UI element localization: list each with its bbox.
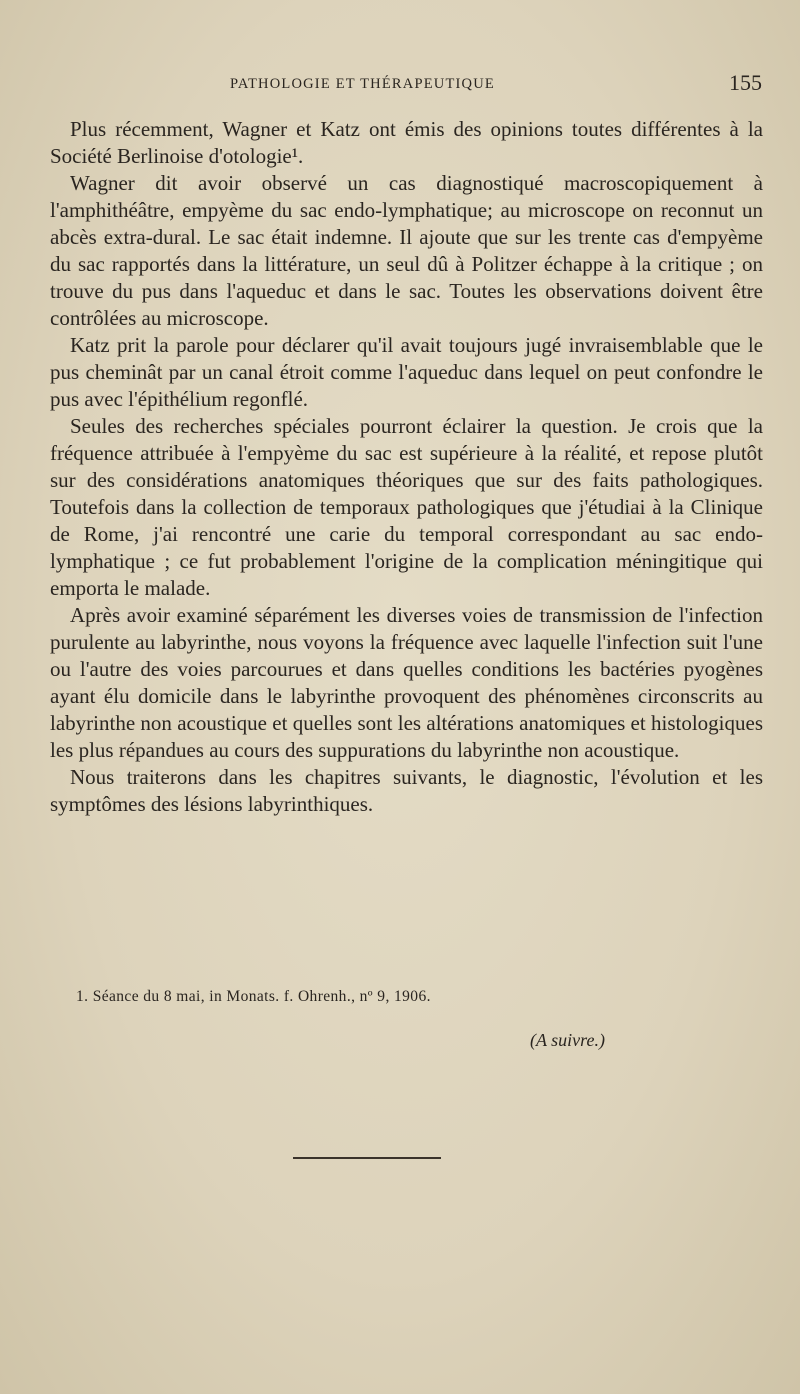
paragraph: Nous traiterons dans les chapitres suivants, le diagnostic, l'évolution et les symptômes des lésions labyrinthiques.: [50, 765, 763, 816]
page-header: [50, 70, 762, 98]
paragraph: Plus récemment, Wagner et Katz ont émis des opinions toutes différentes à la Société Berlinoise d'otologie¹.: [50, 117, 763, 168]
body-text: [50, 116, 763, 818]
running-title: PATHOLOGIE ET THÉRAPEUTIQUE: [230, 76, 495, 92]
continued-note: (A suivre.): [530, 1030, 605, 1050]
paragraph: Wagner dit avoir observé un cas diagnostiqué macroscopiquement à l'amphithéâtre, empyème du sac endo-lymphatique; au microscope on reconnut un abcès extra-dural. Le sac était indemne. Il ajoute que sur les trente cas d'empyème du sac rapportés dans la littérature, un seul dû à Politzer échappe à la critique ; on trouve du pus dans l'aqueduc et dans le sac. Toutes les observations doivent être contrôlées au microscope.: [50, 171, 763, 330]
paragraph: Seules des recherches spéciales pourront éclairer la question. Je crois que la fréquence attribuée à l'empyème du sac est supérieure à la réalité, et repose plutôt sur des considérations anatomiques théoriques que sur des faits pathologiques. Toutefois dans la collection de temporaux pathologiques que j'étudiai à la Clinique de Rome, j'ai rencontré une carie du temporal correspondant au sac endo-lymphatique ; ce fut probablement l'origine de la complication méningitique qui emporta le malade.: [50, 414, 763, 600]
paragraph: Après avoir examiné séparément les diverses voies de transmission de l'infection purulente au labyrinthe, nous voyons la fréquence avec laquelle l'infection suit l'une ou l'autre des voies parcourues et dans quelles conditions les bactéries pyogènes ayant élu domicile dans le labyrinthe provoquent des phénomènes circonscrits au labyrinthe non acoustique et quelles sont les altérations anatomiques et histologiques les plus répandues au cours des suppurations du labyrinthe non acoustique.: [50, 603, 763, 762]
page-number: 155: [729, 70, 762, 95]
paragraph: Katz prit la parole pour déclarer qu'il avait toujours jugé invraisemblable que le pus cheminât par un canal étroit comme l'aqueduc dans lequel on peut confondre le pus avec l'épithélium regonflé.: [50, 333, 763, 411]
footnote: 1. Séance du 8 mai, in Monats. f. Ohrenh., nº 9, 1906.: [76, 988, 431, 1005]
end-rule: [293, 1157, 441, 1159]
